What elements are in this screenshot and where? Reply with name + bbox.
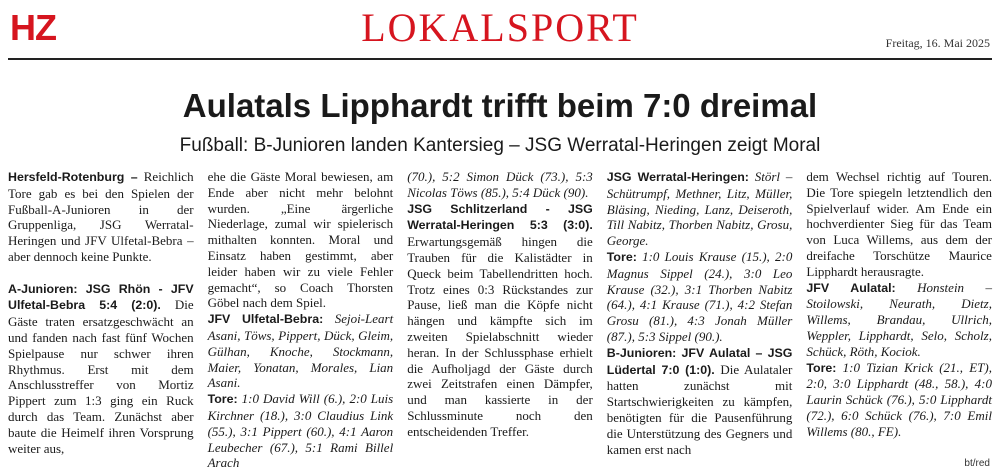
author-credit: bt/red: [964, 458, 990, 469]
match-heading: B-Junioren: JFV Aulatal – JSG Lüdertal 7:0 (1:0).: [606, 345, 793, 377]
goals-continued: (70.), 5:2 Simon Dück (73.), 5:3 Nicolas Töws (85.), 5:4 Dück (90).: [407, 169, 593, 200]
match-text: Die Gäste traten ersatzgeschwächt an und fanden nach fast fünf Wochen Spielpause nur schwer ihren Rhythmus. Erst mit dem Anschlusstreffer von Mortiz Pippert zum 1:3 ging ein Ruck durch das Team. Zunächst aber baute die Heimelf ihren Vorsprung weiter aus,: [8, 297, 194, 456]
dateline: Hersfeld-Rotenburg –: [8, 170, 138, 184]
lineup: [208, 311, 394, 391]
newspaper-logo: HZ: [10, 7, 56, 48]
section-title: LOKALSPORT: [361, 5, 639, 50]
issue-date: Freitag, 16. Mai 2025: [885, 36, 990, 50]
team-label: JSG Werratal-Heringen:: [606, 170, 749, 184]
goals-label: Tore:: [806, 360, 837, 375]
team-players: Honstein – Stoilowski, Neurath, Dietz, Willems, Brandau, Ullrich, Weppler, Lipphardt, Selo, Scholz, Schück, Röth, Kociok.: [806, 279, 992, 359]
headline: Aulatals Lipphardt trifft beim 7:0 dreimal: [182, 87, 818, 124]
column-3: [407, 169, 593, 461]
match-text: Erwartungsgemäß hingen die Trauben für die Kalistädter in Queck beim Tabellendritten hoch. Trotz eines 0:3 Rückstandes zur Pause, ließ man die Köpfe nicht hängen und kämpfte sich im zweiten Spielabschnitt wieder heran. In der Schlussphase erhielt die Aufholjagd der Gäste durch zwei Zeitstrafen einen Dämpfer, und man kassierte in der Schlussminute noch den entscheidenden Treffer.: [407, 234, 593, 439]
match-text: Die Aulataler hatten zunächst mit Startschwierigkeiten zu kämpfen, benötigten für die Pausenführung die Unterstützung des Gegners und kamen erst nach: [606, 361, 793, 457]
team-label: JFV Aulatal:: [806, 280, 896, 295]
lineup: [607, 169, 793, 249]
match-report-schlitzerland: [407, 201, 593, 440]
goals-label: Tore:: [207, 392, 238, 407]
column-2: [207, 169, 394, 471]
team-label: JFV Ulfetal-Bebra:: [207, 312, 324, 327]
lead-text: Reichlich Tore gab es bei den Spielen der Fußball-A-Junioren in der Gruppenliga, JSG Werratal-Heringen und JFV Ulfetal-Bebra – aber dennoch keine Punkte.: [8, 169, 194, 264]
masthead-rule: [8, 58, 992, 60]
goals-list: 1:0 David Will (6.), 2:0 Luis Kirchner (18.), 3:0 Claudius Link (55.), 3:1 Pippert (60.), 4:1 Aaron Leubecher (67.), 5:1 Rami Billel Arach: [207, 391, 394, 471]
match-report-b-junioren: [607, 345, 793, 458]
goals-list: 1:0 Tizian Krick (21., ET), 2:0, 3:0 Lipphardt (48., 58.), 4:0 Laurin Schück (76.), 5:0 Lipphardt (72.), 6:0 Schück (76.), 7:0 Emil Willems (80., FE).: [806, 359, 992, 439]
column-5: [806, 169, 992, 461]
lineup: [806, 280, 992, 360]
team-players: Störl – Schütrumpf, Methner, Litz, Müller, Bläsing, Nieding, Lanz, Deiseroth, Till Nabitz, Thorben Nabitz, Grosu, George.: [606, 169, 793, 249]
match-heading: A-Junioren: JSG Rhön - JFV Ulfetal-Bebra 5:4 (2:0).: [8, 281, 194, 313]
match-heading: JSG Schlitzerland - JSG Werratal-Heringen 5:3 (3:0).: [407, 201, 593, 233]
goals: [208, 391, 394, 471]
column-4: [607, 169, 793, 461]
match-report-a-junioren: [8, 281, 194, 457]
goals: [806, 360, 992, 440]
paragraph: ehe die Gäste Moral bewiesen, am Ende aber nicht mehr belohnt wurden. „Eine ärgerliche Niederlage, zumal wir spielerisch mithalten konnten. Moral und Einsatz haben gestimmt, aber leider haben wir zu viele Fehler gemacht“, so Coach Thorsten Göbel nach dem Spiel.: [207, 169, 394, 311]
team-players: Sejoi-Leart Asani, Töws, Pippert, Dück, Gleim, Gülhan, Knoche, Stockmann, Maier, Yonatan, Morales, Lian Asani.: [207, 311, 394, 391]
goals: [607, 249, 793, 345]
paragraph: dem Wechsel richtig auf Touren. Die Tore spiegeln letztendlich den Spielverlauf wider. Am Ende ein hochverdienter Sieg für das Team von Luca Willems, aus dem der dreifache Torschütze Maurice Lipphardt herausragte.: [806, 169, 992, 279]
goals-label: Tore:: [606, 249, 637, 264]
lead-paragraph: [8, 169, 194, 265]
subheadline: Fußball: B-Junioren landen Kantersieg – JSG Werratal-Heringen zeigt Moral: [179, 135, 821, 156]
column-1: [8, 169, 194, 461]
goals-list: 1:0 Louis Krause (15.), 2:0 Magnus Sippel (24.), 3:0 Leo Krause (32.), 3:1 Thorben Nabitz (64.), 4:1 Krause (71.), 4:2 Stefan Grosu (81.), 4:3 Jonah Müller (87.), 5:3 Sippel (90.).: [606, 248, 793, 344]
